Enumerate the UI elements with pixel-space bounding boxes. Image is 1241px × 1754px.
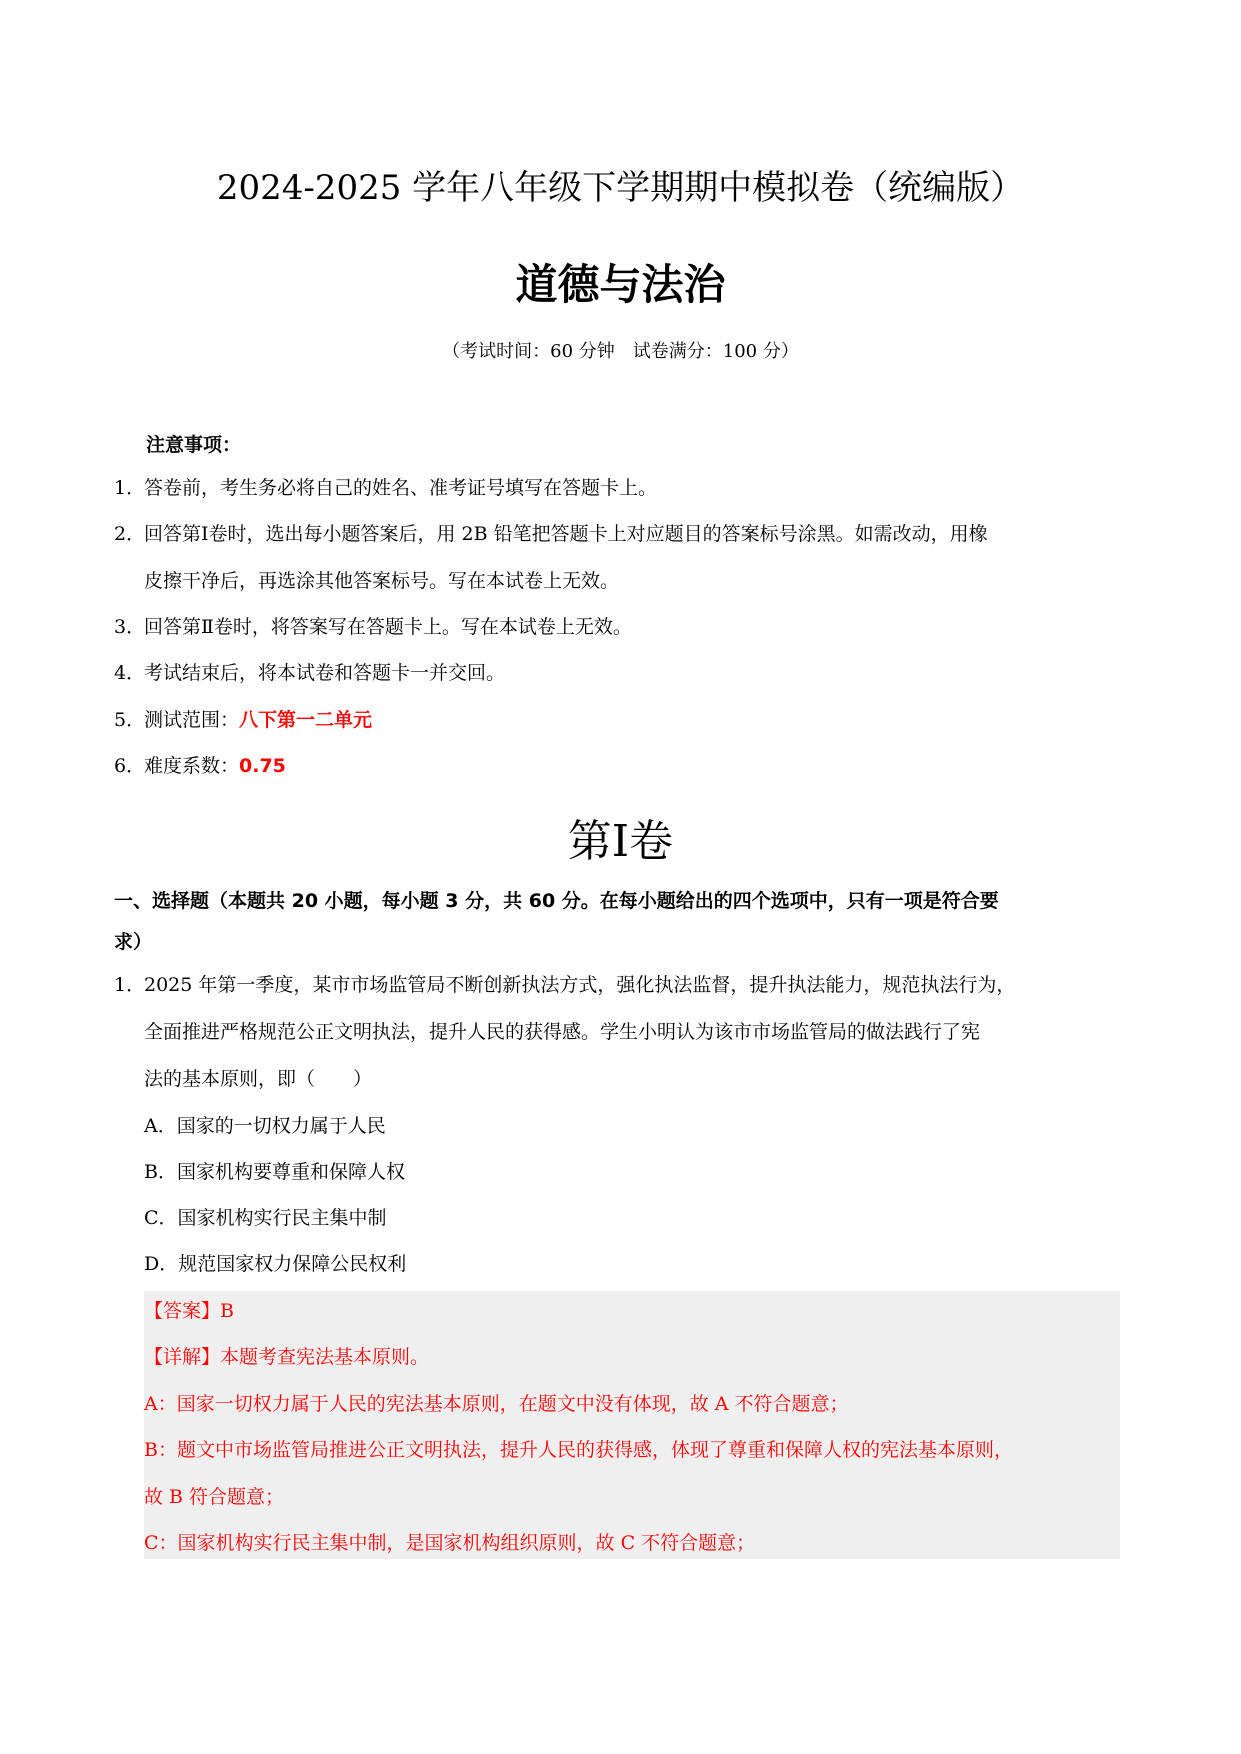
notice-item-4: [114, 658, 505, 685]
volume-title: 第Ⅰ卷: [567, 816, 674, 867]
detail-line: 【详解】本题考查宪法基本原则。: [144, 1346, 430, 1368]
notice-item-num: 5．: [114, 709, 146, 731]
option-d: D．规范国家权力保障公民权利: [144, 1253, 407, 1275]
answer-line: 【答案】B: [144, 1300, 234, 1322]
notice-item-2-continuation: 皮擦干净后，再选涂其他答案标号。写在本试卷上无效。: [144, 570, 620, 592]
exam-info: （考试时间：60 分钟 试卷满分：100 分）: [442, 341, 799, 362]
question-number: 1．: [114, 974, 146, 996]
notice-item-3: [114, 612, 632, 639]
notice-item-text: 难度系数：: [144, 755, 240, 777]
option-a: A．国家的一切权力属于人民: [144, 1115, 386, 1137]
subject-title: 道德与法治: [515, 260, 726, 309]
notice-heading: 注意事项：: [146, 434, 242, 456]
answer-box: [144, 1291, 1120, 1559]
section-heading-line2: 求）: [114, 931, 153, 953]
notice-item-text: 回答第Ⅱ卷时，将答案写在答题卡上。写在本试卷上无效。: [144, 616, 632, 638]
question-1-line2: 全面推进严格规范公正文明执法，提升人民的获得感。学生小明认为该市市场监管局的做法践行了宪: [144, 1021, 981, 1043]
question-text: 2025 年第一季度，某市市场监管局不断创新执法方式，强化执法监督，提升执法能力，规范执法行为，: [144, 974, 1016, 996]
notice-item-num: 6．: [114, 755, 146, 777]
notice-item-2: [114, 519, 988, 546]
notice-item-text: 测试范围：: [144, 709, 240, 731]
question-1-line1: [114, 970, 1015, 997]
exam-title: 2024-2025 学年八年级下学期期中模拟卷（统编版）: [216, 168, 1025, 208]
analysis-b-continued: 故 B 符合题意；: [144, 1486, 285, 1508]
question-1-line3: 法的基本原则，即（ ）: [144, 1068, 373, 1090]
analysis-a: A：国家一切权力属于人民的宪法基本原则，在题文中没有体现，故 A 不符合题意；: [144, 1393, 849, 1415]
option-b: B．国家机构要尊重和保障人权: [144, 1161, 405, 1183]
notice-item-6: [114, 751, 286, 778]
notice-item-5: [114, 705, 372, 732]
analysis-b: B：题文中市场监管局推进公正文明执法，提升人民的获得感，体现了尊重和保障人权的宪法基本原则，: [144, 1439, 1013, 1461]
difficulty-value: 0.75: [239, 755, 286, 777]
analysis-c: C：国家机构实行民主集中制，是国家机构组织原则，故 C 不符合题意；: [144, 1532, 756, 1554]
notice-item-text: 考试结束后，将本试卷和答题卡一并交回。: [144, 662, 506, 684]
option-c: C．国家机构实行民主集中制: [144, 1207, 387, 1229]
test-scope-value: 八下第一二单元: [239, 709, 373, 731]
notice-item-text: 答卷前，考生务必将自己的姓名、准考证号填写在答题卡上。: [144, 477, 658, 499]
notice-item-num: 3．: [114, 616, 146, 638]
notice-item-1: [114, 473, 657, 500]
notice-item-num: 1．: [114, 477, 146, 499]
section-heading-line1: 一、选择题（本题共 20 小题，每小题 3 分，共 60 分。在每小题给出的四个选项中，只有一项是符合要: [114, 890, 999, 912]
notice-item-text: 回答第Ⅰ卷时，选出每小题答案后，用 2B 铅笔把答题卡上对应题目的答案标号涂黑。如需改动，用橡: [144, 523, 988, 545]
notice-item-num: 2．: [114, 523, 146, 545]
notice-item-num: 4．: [114, 662, 146, 684]
